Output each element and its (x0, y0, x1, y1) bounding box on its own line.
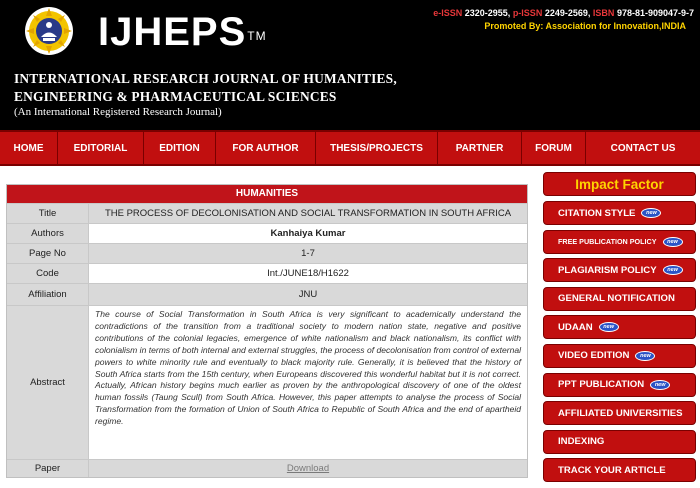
ppt-publication-label: PPT PUBLICATION (558, 379, 645, 391)
journal-title (14, 70, 397, 106)
indexing-label: INDEXING (558, 436, 605, 448)
page-no-value: 1-7 (89, 244, 527, 263)
plagiarism-policy-label: PLAGIARISM POLICY (558, 264, 657, 276)
abstract-label: Abstract (7, 306, 89, 459)
indexing-button[interactable] (543, 430, 696, 454)
affiliation-label: Affiliation (7, 284, 89, 305)
plagiarism-policy-button[interactable] (543, 258, 696, 282)
citation-style-button[interactable] (543, 201, 696, 225)
affiliation-row (7, 283, 527, 305)
video-edition-label: VIDEO EDITION (558, 350, 630, 362)
abstract-row (7, 305, 527, 459)
journal-logo-icon[interactable] (24, 6, 74, 56)
journal-title-line-2: ENGINEERING & PHARMACEUTICAL SCIENCES (14, 89, 337, 104)
abstract-text: The course of Social Transformation in South Africa is very significant to academically understand the contradictions of the transition from a traditional society to modern nation state, negative and positive contributions of the colonial legacies, emergence of white nationalism and black nationalism, its conflict with colonialism in terms of both internal and external struggles, the process of decolonisation from control of external powers to white minority rule and eventually to black majority rule. Generally, it is believed that the history of South Africa starts from the 15th century, when Europeans discovered this wonderful habitat but it is not correct. Actually, African history begins much earlier as proven by the anthropological discovery of one of the oldest human fossils (Taung Scull) from South Africa. However, this paper attempts to analyse the process of Social Transformation from the formation of Union of South Africa to Republic of South Africa and the end of apartheid regime. (89, 306, 527, 459)
p-issn-label: p-ISSN (512, 8, 543, 18)
paper-label: Paper (7, 460, 89, 477)
nav-edition[interactable]: EDITION (144, 132, 216, 164)
title-value: THE PROCESS OF DECOLONISATION AND SOCIAL TRANSFORMATION IN SOUTH AFRICA (89, 204, 527, 223)
nav-partner[interactable]: PARTNER (438, 132, 522, 164)
section-heading: HUMANITIES (7, 185, 527, 203)
new-badge-icon: new (663, 237, 683, 247)
new-badge-icon: new (599, 322, 619, 332)
code-label: Code (7, 264, 89, 283)
journal-title-line-1: INTERNATIONAL RESEARCH JOURNAL OF HUMANITIES, (14, 71, 397, 86)
journal-subtitle: (An International Registered Research Journal) (14, 106, 222, 118)
general-notification-button[interactable] (543, 287, 696, 311)
track-your-article-label: TRACK YOUR ARTICLE (558, 464, 666, 476)
nav-thesis-projects[interactable]: THESIS/PROJECTS (316, 132, 438, 164)
paper-row (7, 459, 527, 477)
code-row (7, 263, 527, 283)
nav-home[interactable]: HOME (0, 132, 58, 164)
ppt-publication-button[interactable] (543, 373, 696, 397)
site-header (0, 0, 700, 130)
e-issn-value: 2320-2955, (464, 8, 511, 18)
impact-factor-button[interactable]: Impact Factor (543, 172, 696, 196)
udaan-label: UDAAN (558, 321, 593, 333)
main-nav (0, 130, 700, 166)
citation-style-label: CITATION STYLE (558, 207, 636, 219)
brand-text: IJHEPS (98, 10, 247, 54)
issn-info (433, 8, 694, 18)
e-issn-label: e-ISSN (433, 8, 463, 18)
p-issn-value: 2249-2569, (544, 8, 591, 18)
download-link[interactable]: Download (286, 463, 330, 474)
track-your-article-button[interactable] (543, 458, 696, 482)
affiliated-universities-label: AFFILIATED UNIVERSITIES (558, 407, 683, 419)
brand-name[interactable] (98, 10, 267, 54)
new-badge-icon: new (650, 380, 670, 390)
title-label: Title (7, 204, 89, 223)
free-publication-policy-button[interactable] (543, 230, 696, 254)
sidebar (543, 172, 696, 487)
promoted-by: Promoted By: Association for Innovation,INDIA (484, 21, 686, 31)
title-row (7, 203, 527, 223)
nav-editorial[interactable]: EDITORIAL (58, 132, 144, 164)
new-badge-icon: new (641, 208, 661, 218)
new-badge-icon: new (635, 351, 655, 361)
free-publication-policy-label: FREE PUBLICATION POLICY (558, 237, 657, 247)
nav-for-author[interactable]: FOR AUTHOR (216, 132, 316, 164)
code-value: Int./JUNE18/H1622 (89, 264, 527, 283)
isbn-value: 978-81-909047-9-7 (616, 8, 694, 18)
udaan-button[interactable] (543, 315, 696, 339)
affiliated-universities-button[interactable] (543, 401, 696, 425)
article-details-table (6, 184, 528, 478)
new-badge-icon: new (663, 265, 683, 275)
authors-value: Kanhaiya Kumar (89, 224, 527, 243)
authors-label: Authors (7, 224, 89, 243)
authors-row (7, 223, 527, 243)
page-no-label: Page No (7, 244, 89, 263)
trademark: TM (247, 29, 267, 43)
nav-forum[interactable]: FORUM (522, 132, 586, 164)
nav-contact-us[interactable]: CONTACT US (610, 142, 676, 154)
isbn-label: ISBN (592, 8, 615, 18)
general-notification-label: GENERAL NOTIFICATION (558, 293, 675, 305)
paper-value (89, 460, 527, 477)
affiliation-value: JNU (89, 284, 527, 305)
page-no-row (7, 243, 527, 263)
video-edition-button[interactable] (543, 344, 696, 368)
